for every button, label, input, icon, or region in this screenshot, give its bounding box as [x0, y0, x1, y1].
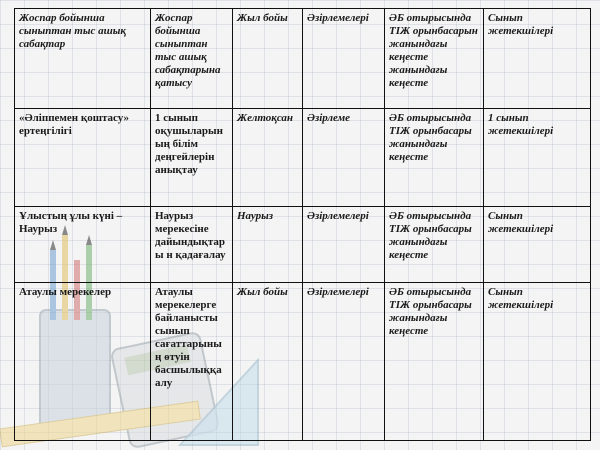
table-cell: ӘБ отырысында ТІЖ орынбасарын жанындағы кеңесте жанындағы кеңесте [385, 9, 484, 109]
table-cell: ӘБ отырысында ТІЖ орынбасары жанындағы кеңесте [385, 109, 484, 207]
table-row [15, 9, 591, 109]
table-cell: Жыл бойы [233, 283, 303, 441]
plan-table [14, 8, 591, 441]
table-cell: Сынып жетекшілері [484, 9, 591, 109]
table-cell: Атаулы мерекелерге байланысты сынып сағаттарының өтуін басшылыққа алу [151, 283, 233, 441]
table-cell: 1 сынып оқушыларының білім деңгейлерін анықтау [151, 109, 233, 207]
table-cell: Әзірлемелері [303, 9, 385, 109]
table-cell: Әзірлемелері [303, 283, 385, 441]
table-cell: «Әліппемен қоштасу» ертеңгілігі [15, 109, 151, 207]
table-cell: Әзірлеме [303, 109, 385, 207]
table-cell: ӘБ отырысында ТІЖ орынбасары жанындағы кеңесте [385, 283, 484, 441]
table-row [15, 207, 591, 283]
table-cell: Атаулы мерекелер [15, 283, 151, 441]
table-cell: Жоспар бойынша сыныптан тыс ашық сабақтарына қатысу [151, 9, 233, 109]
table-row [15, 283, 591, 441]
table-cell: Жоспар бойынша сыныптан тыс ашық сабақтар [15, 9, 151, 109]
table-cell: Наурыз [233, 207, 303, 283]
table-cell: Желтоқсан [233, 109, 303, 207]
table-cell: Сынып жетекшілері [484, 207, 591, 283]
table-cell: Әзірлемелері [303, 207, 385, 283]
table-cell: Жыл бойы [233, 9, 303, 109]
table-cell: Ұлыстың ұлы күні – Наурыз [15, 207, 151, 283]
table-row [15, 109, 591, 207]
table-cell: Наурыз мерекесіне дайындықтары н қадағалау [151, 207, 233, 283]
table-cell: Сынып жетекшілері [484, 283, 591, 441]
table-cell: ӘБ отырысында ТІЖ орынбасары жанындағы кеңесте [385, 207, 484, 283]
table-cell: 1 сынып жетекшілері [484, 109, 591, 207]
